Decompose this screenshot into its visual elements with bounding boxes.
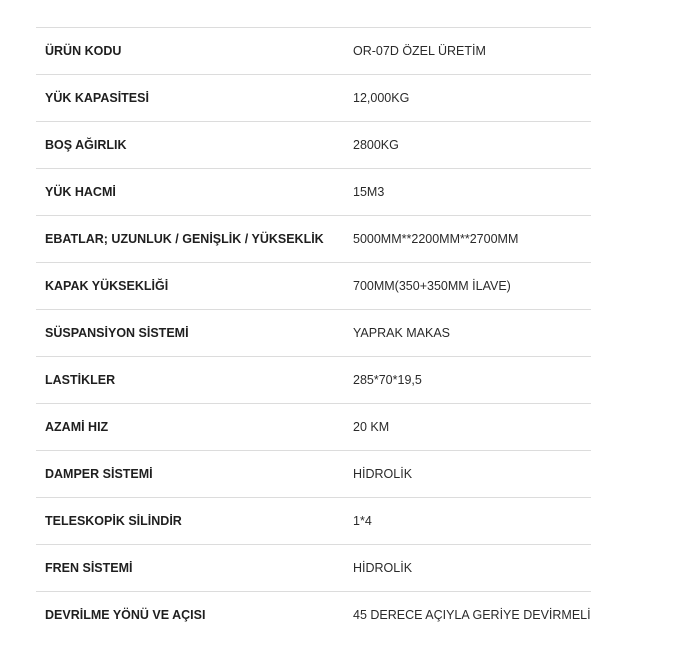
table-row [36,592,591,639]
spec-label: AZAMİ HIZ [36,404,344,451]
spec-label: LASTİKLER [36,357,344,404]
spec-label: YÜK HACMİ [36,169,344,216]
spec-value: OR-07D ÖZEL ÜRETİM [344,28,591,75]
spec-label: EBATLAR; UZUNLUK / GENİŞLİK / YÜKSEKLİK [36,216,344,263]
spec-label: BOŞ AĞIRLIK [36,122,344,169]
table-row [36,310,591,357]
spec-label: SÜSPANSİYON SİSTEMİ [36,310,344,357]
spec-label: FREN SİSTEMİ [36,545,344,592]
spec-label: KAPAK YÜKSEKLİĞİ [36,263,344,310]
table-row [36,263,591,310]
table-row [36,28,591,75]
spec-value: 285*70*19,5 [344,357,591,404]
spec-table [36,27,591,639]
spec-value: 15M3 [344,169,591,216]
spec-value: 1*4 [344,498,591,545]
spec-value: 12,000KG [344,75,591,122]
table-row [36,75,591,122]
spec-value: HİDROLİK [344,545,591,592]
table-row [36,169,591,216]
spec-value: 700MM(350+350MM İLAVE) [344,263,591,310]
spec-label: DEVRİLME YÖNÜ VE AÇISI [36,592,344,639]
table-row [36,404,591,451]
table-row [36,545,591,592]
spec-label: DAMPER SİSTEMİ [36,451,344,498]
spec-label: ÜRÜN KODU [36,28,344,75]
spec-value: 20 KM [344,404,591,451]
spec-label: TELESKOPİK SİLİNDİR [36,498,344,545]
spec-value: 5000MM**2200MM**2700MM [344,216,591,263]
table-row [36,498,591,545]
table-row [36,216,591,263]
spec-label: YÜK KAPASİTESİ [36,75,344,122]
table-row [36,451,591,498]
table-row [36,357,591,404]
spec-value: 2800KG [344,122,591,169]
spec-value: HİDROLİK [344,451,591,498]
spec-value: 45 DERECE AÇIYLA GERİYE DEVİRMELİ [344,592,591,639]
table-row [36,122,591,169]
spec-value: YAPRAK MAKAS [344,310,591,357]
